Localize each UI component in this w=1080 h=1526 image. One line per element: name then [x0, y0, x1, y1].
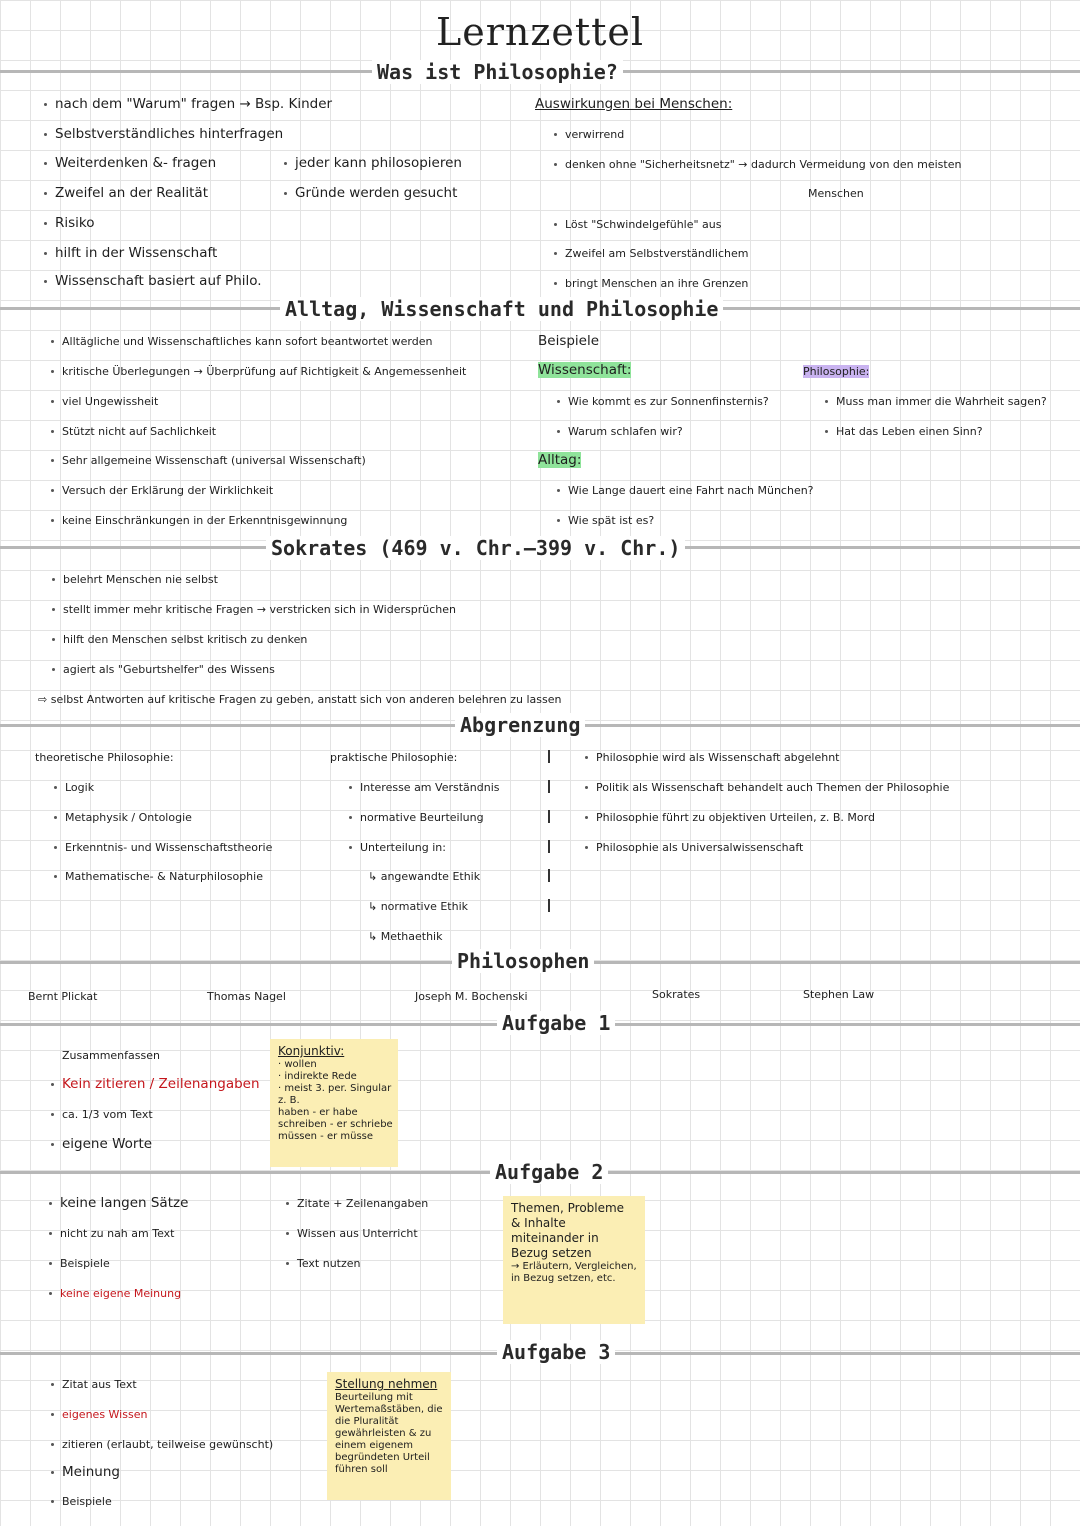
everyday-label: Alltag:: [538, 452, 582, 468]
column-divider: [548, 899, 550, 912]
philosopher-name: Sokrates: [652, 988, 701, 1001]
section-heading-sokrates: Sokrates (469 v. Chr.—399 v. Chr.): [266, 536, 685, 560]
list-item: Kein zitieren / Zeilenangaben: [62, 1076, 260, 1092]
list-item: zitieren (erlaubt, teilweise gewünscht): [62, 1438, 274, 1451]
column-divider: [548, 810, 550, 823]
note-line: gewährleisten & zu: [335, 1428, 432, 1439]
list-item: agiert als "Geburtshelfer" des Wissens: [63, 663, 275, 676]
section-heading-aufgabe3: Aufgabe 3: [497, 1340, 615, 1364]
philosopher-name: Thomas Nagel: [207, 990, 286, 1003]
list-item: nicht zu nah am Text: [60, 1227, 175, 1240]
note-line: führen soll: [335, 1464, 388, 1475]
list-item: Logik: [65, 781, 95, 794]
list-item: Selbstverständliches hinterfragen: [55, 126, 284, 142]
list-item: Stützt nicht auf Sachlichkeit: [62, 425, 217, 438]
sub-item: ↳ Methaethik: [368, 930, 443, 943]
note-line: in Bezug setzen, etc.: [511, 1273, 616, 1284]
list-item: keine eigene Meinung: [60, 1287, 182, 1300]
practical-header: praktische Philosophie:: [330, 751, 458, 764]
note-line: · indirekte Rede: [278, 1071, 357, 1082]
column-divider: [548, 750, 550, 763]
note-line: die Pluralität: [335, 1416, 399, 1427]
section-heading-alltag: Alltag, Wissenschaft und Philosophie: [280, 297, 723, 321]
note-line: → Erläutern, Vergleichen,: [511, 1261, 637, 1272]
list-item: denken ohne "Sicherheitsnetz" → dadurch Vermeidung von den meisten: [565, 158, 962, 171]
page-title: Lernzettel: [435, 10, 645, 54]
note-line: einem eigenem: [335, 1440, 414, 1451]
column-divider: [548, 780, 550, 793]
sticky-note-aufgabe2: [503, 1196, 645, 1324]
list-item: Sehr allgemeine Wissenschaft (universal Wissenschaft): [62, 454, 366, 467]
list-item: Alltägliche und Wissenschaftliches kann sofort beantwortet werden: [62, 335, 433, 348]
list-item: hilft den Menschen selbst kritisch zu denken: [63, 633, 308, 646]
list-item: ca. 1/3 vom Text: [62, 1108, 153, 1121]
list-item: Metaphysik / Ontologie: [65, 811, 192, 824]
list-item: Weiterdenken &- fragen: [55, 155, 217, 171]
sub-item: ↳ angewandte Ethik: [368, 870, 481, 883]
list-item: Wie spät ist es?: [568, 514, 655, 527]
section-heading-aufgabe2: Aufgabe 2: [490, 1160, 608, 1184]
sticky-note-stellung: [327, 1372, 451, 1500]
list-item: hilft in der Wissenschaft: [55, 245, 218, 261]
note-line: haben - er habe: [278, 1107, 358, 1118]
list-item: Unterteilung in:: [360, 841, 446, 854]
list-item: belehrt Menschen nie selbst: [63, 573, 218, 586]
list-item: Wie Lange dauert eine Fahrt nach München?: [568, 484, 814, 497]
list-item: eigene Worte: [62, 1136, 153, 1152]
list-item: Mathematische- & Naturphilosophie: [65, 870, 263, 883]
list-item: Risiko: [55, 215, 95, 231]
sub-item: ↳ normative Ethik: [368, 900, 469, 913]
examples-header: Beispiele: [538, 333, 600, 349]
list-item: Hat das Leben einen Sinn?: [836, 425, 983, 438]
conclusion: ⇨ selbst Antworten auf kritische Fragen zu geben, anstatt sich von anderen belehren zu lassen: [38, 693, 562, 706]
philosopher-name: Joseph M. Bochenski: [415, 990, 528, 1003]
list-item: Zweifel an der Realität: [55, 185, 208, 201]
list-item: Politik als Wissenschaft behandelt auch Themen der Philosophie: [596, 781, 950, 794]
philosopher-name: Bernt Plickat: [28, 990, 98, 1003]
task-header: Zusammenfassen: [62, 1049, 160, 1062]
column-divider: [548, 869, 550, 882]
sticky-note-konjunktiv: [270, 1039, 398, 1167]
section-heading-philosophie: Was ist Philosophie?: [372, 60, 623, 84]
note-line: Wertemaßstäben, die: [335, 1404, 443, 1415]
note-line: begründeten Urteil: [335, 1452, 430, 1463]
philosopher-name: Stephen Law: [803, 988, 875, 1001]
list-item: Warum schlafen wir?: [568, 425, 683, 438]
list-item: Zitate + Zeilenangaben: [297, 1197, 429, 1210]
note-line: · meist 3. per. Singular: [278, 1083, 392, 1094]
note-line: · wollen: [278, 1059, 317, 1070]
list-item: Löst "Schwindelgefühle" aus: [565, 218, 722, 231]
note-line: Bezug setzen: [511, 1246, 592, 1260]
note-line: schreiben - er schriebe: [278, 1119, 393, 1130]
list-item: Philosophie führt zu objektiven Urteilen, z. B. Mord: [596, 811, 875, 824]
list-item: Interesse am Verständnis: [360, 781, 500, 794]
list-item: verwirrend: [565, 128, 625, 141]
list-item: keine langen Sätze: [60, 1195, 189, 1211]
section-heading-aufgabe1: Aufgabe 1: [497, 1011, 615, 1035]
list-item-continuation: Menschen: [808, 187, 864, 200]
list-item: jeder kann philosopieren: [295, 155, 462, 171]
philosophy-label: Philosophie:: [803, 365, 870, 378]
list-item: stellt immer mehr kritische Fragen → verstricken sich in Widersprüchen: [63, 603, 456, 616]
list-item: keine Einschränkungen in der Erkenntnisgewinnung: [62, 514, 348, 527]
list-item: Zitat aus Text: [62, 1378, 137, 1391]
list-item: kritische Überlegungen → Überprüfung auf Richtigkeit & Angemessenheit: [62, 365, 467, 378]
science-label: Wissenschaft:: [538, 362, 632, 378]
note-line: z. B.: [278, 1095, 300, 1106]
list-item: Wissen aus Unterricht: [297, 1227, 418, 1240]
list-item: Zweifel am Selbstverständlichem: [565, 247, 749, 260]
list-item: Text nutzen: [297, 1257, 361, 1270]
theoretical-header: theoretische Philosophie:: [35, 751, 174, 764]
section-heading-abgrenzung: Abgrenzung: [455, 713, 585, 737]
note-line: & Inhalte: [511, 1216, 566, 1230]
list-item: Wissenschaft basiert auf Philo.: [55, 273, 262, 289]
section-heading-philosophen: Philosophen: [452, 949, 594, 973]
list-item: viel Ungewissheit: [62, 395, 159, 408]
note-line: Themen, Probleme: [511, 1201, 625, 1215]
list-item: Erkenntnis- und Wissenschaftstheorie: [65, 841, 273, 854]
list-item: Versuch der Erklärung der Wirklichkeit: [62, 484, 274, 497]
note-title: Stellung nehmen: [335, 1377, 438, 1391]
list-item: Gründe werden gesucht: [295, 185, 458, 201]
note-line: müssen - er müsse: [278, 1131, 374, 1142]
list-item: Beispiele: [60, 1257, 110, 1270]
list-item: Philosophie als Universalwissenschaft: [596, 841, 804, 854]
list-item: normative Beurteilung: [360, 811, 484, 824]
list-item: Wie kommt es zur Sonnenfinsternis?: [568, 395, 769, 408]
list-item: Meinung: [62, 1464, 120, 1480]
list-item: Muss man immer die Wahrheit sagen?: [836, 395, 1047, 408]
column-divider: [548, 840, 550, 853]
list-item: bringt Menschen an ihre Grenzen: [565, 277, 749, 290]
list-item: Philosophie wird als Wissenschaft abgelehnt: [596, 751, 840, 764]
list-item: nach dem "Warum" fragen → Bsp. Kinder: [55, 96, 333, 112]
list-item: Beispiele: [62, 1495, 112, 1508]
note-line: miteinander in: [511, 1231, 599, 1245]
list-item: eigenes Wissen: [62, 1408, 148, 1421]
effects-header: Auswirkungen bei Menschen:: [535, 96, 733, 112]
note-line: Beurteilung mit: [335, 1392, 413, 1403]
note-title: Konjunktiv:: [278, 1044, 345, 1058]
